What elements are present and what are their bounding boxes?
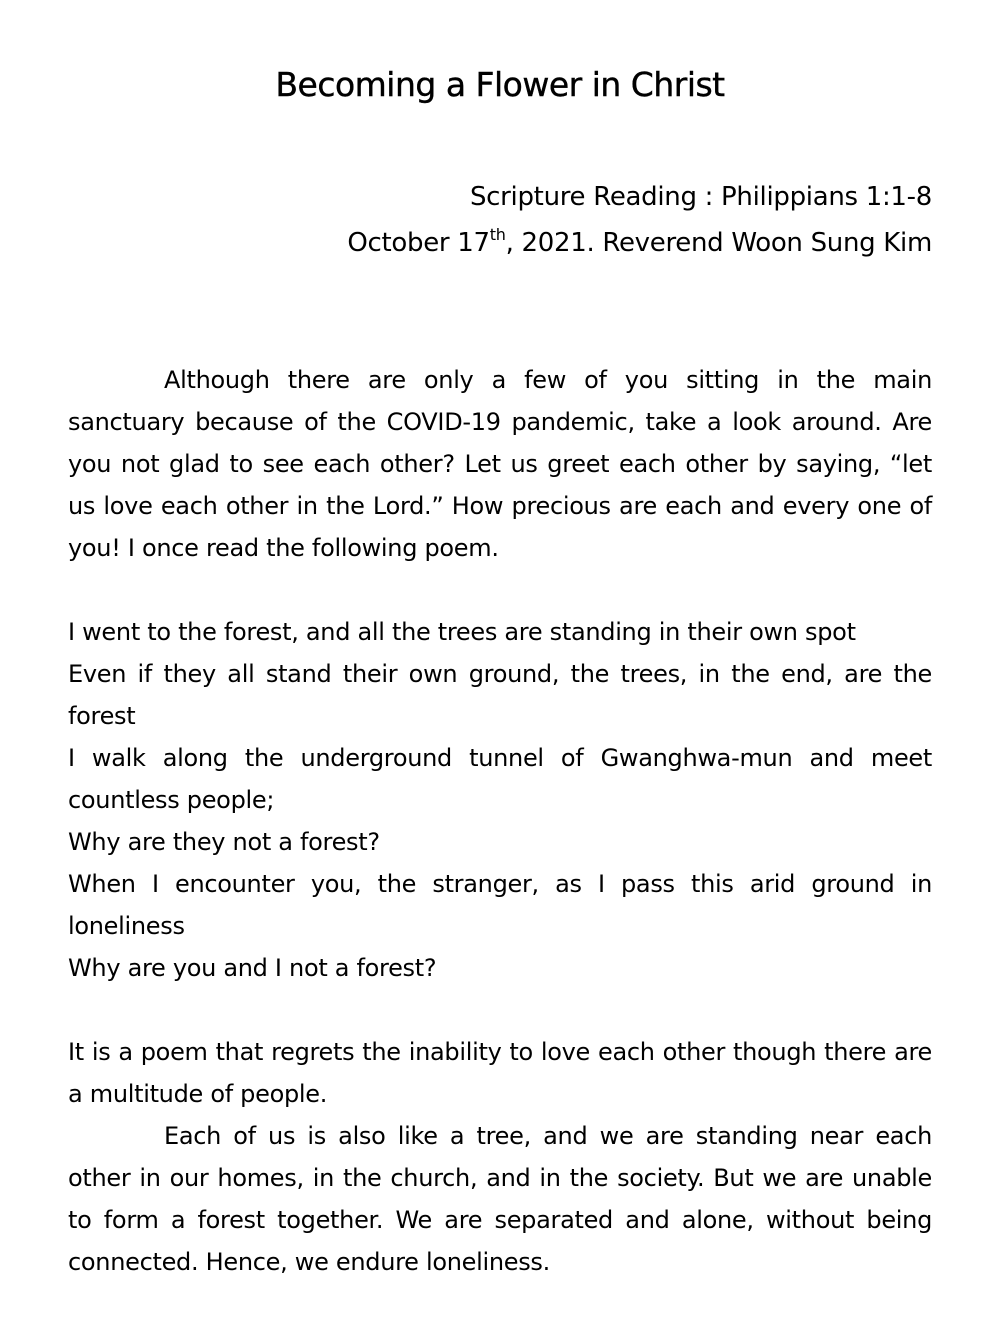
sermon-title: Becoming a Flower in Christ: [275, 65, 725, 104]
sermon-body: [68, 359, 932, 1283]
poem-line: Even if they all stand their own ground, the trees, in the end, are the forest: [68, 660, 932, 730]
poem-line: Why are they not a forest?: [68, 828, 380, 856]
poem-line: I went to the forest, and all the trees are standing in their own spot: [68, 618, 856, 646]
date-prefix: October 17: [347, 228, 490, 258]
spacer: [68, 569, 932, 611]
date-suffix: , 2021. Reverend Woon Sung Kim: [505, 228, 932, 258]
paragraph-reflection: It is a poem that regrets the inability to love each other though there are a multitude of people.: [68, 1038, 932, 1108]
paragraph-tree: Each of us is also like a tree, and we are standing near each other in our homes, in the church, and in the society. But we are unable to form a forest together. We are separated and alone, without being connected. Hence, we endure loneliness.: [68, 1122, 932, 1276]
poem-line: I walk along the underground tunnel of Gwanghwa-mun and meet countless people;: [68, 744, 932, 814]
paragraph-intro: Although there are only a few of you sitting in the main sanctuary because of the COVID-19 pandemic, take a look around. Are you not glad to see each other? Let us greet each other by saying, “let us love each other in the Lord.” How precious are each and every one of you! I once read the following poem.: [68, 366, 932, 562]
poem-line: When I encounter you, the stranger, as I pass this arid ground in loneliness: [68, 870, 932, 940]
spacer: [68, 989, 932, 1031]
sermon-meta: [68, 174, 932, 266]
poem: [68, 611, 932, 989]
scripture-reading: Scripture Reading : Philippians 1:1-8: [469, 182, 932, 212]
poem-line: Why are you and I not a forest?: [68, 954, 437, 982]
date-superscript: th: [489, 225, 506, 245]
sermon-date-author: [68, 220, 932, 266]
